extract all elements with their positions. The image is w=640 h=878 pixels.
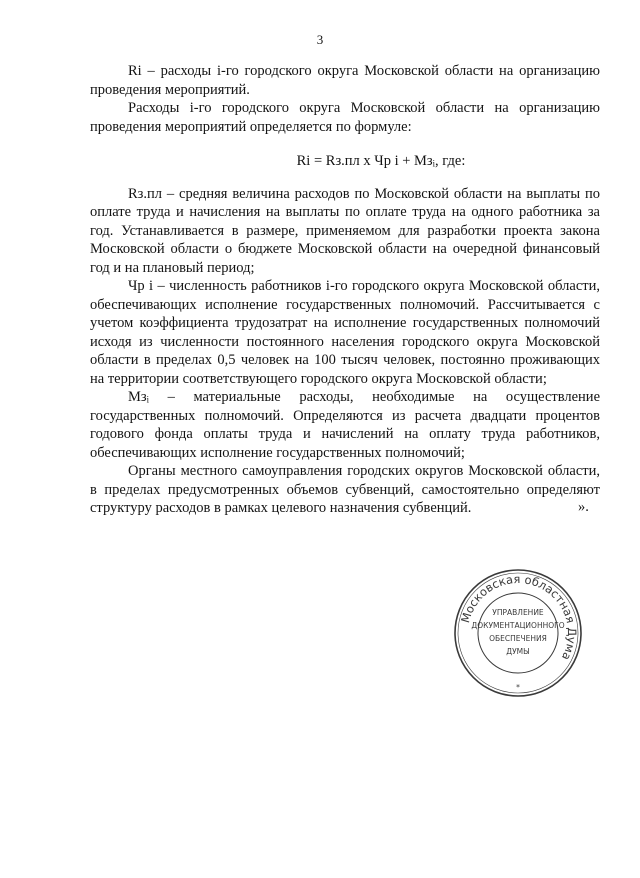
definition-chr: Чр i – численность работников i-го городского округа Московской области, обеспечивающих исполнение государственных полномочий. Рассчитывается с учетом коэффициента трудозатрат на исполнение государственных полномочий исходя из численности постоянного населения городского округа Московской области в пределах 0,5 человек на 100 тысяч человек, постоянно проживающих на территории соответствующего городского округа Московской области; (90, 278, 600, 387)
page-number: 3 (316, 32, 324, 47)
document-body (90, 62, 600, 518)
closing-quote: ». (578, 499, 589, 515)
paragraph-local-authorities: Органы местного самоуправления городских округов Московской области, в пределах предусмотренных объемов субвенций, самостоятельно определяют структуру расходов в рамках целевого назначения субвенций. (90, 463, 600, 516)
stamp-seal (453, 568, 583, 698)
stamp-star-icon: * (516, 683, 520, 692)
official-stamp (453, 568, 583, 698)
paragraph-formula-intro: Расходы i-го городского округа Московской области на организацию проведения мероприятий определяется по формуле: (90, 100, 600, 135)
stamp-line-1: УПРАВЛЕНИЕ (492, 608, 544, 617)
definition-rzpl: Rз.пл – средняя величина расходов по Московской области на выплаты по оплате труда и начисления на выплаты по оплате труда на одного работника за год. Устанавливается в размере, применяемом для разработки проекта закона Московской области о бюджете Московской области на очередной финансовый год и на плановый период; (90, 185, 600, 276)
stamp-line-2: ДОКУМЕНТАЦИОННОГО (471, 621, 565, 630)
stamp-ring-text: Московская областная Дума (458, 571, 580, 663)
paragraph-ri-definition: Ri – расходы i-го городского округа Московской области на организацию проведения мероприятий. (90, 63, 600, 98)
stamp-line-3: ОБЕСПЕЧЕНИЯ (489, 634, 547, 643)
definition-mz: Мзᵢ – материальные расходы, необходимые на осуществление государственных полномочий. Определяются из расчета двадцати процентов годового фонда оплаты труда и начислений на оплату труда работников, обеспечивающих исполнение государственных полномочий; (90, 389, 600, 461)
formula: Ri = Rз.пл x Чр i + Мзᵢ, где: (296, 153, 466, 169)
stamp-line-4: ДУМЫ (506, 647, 530, 656)
